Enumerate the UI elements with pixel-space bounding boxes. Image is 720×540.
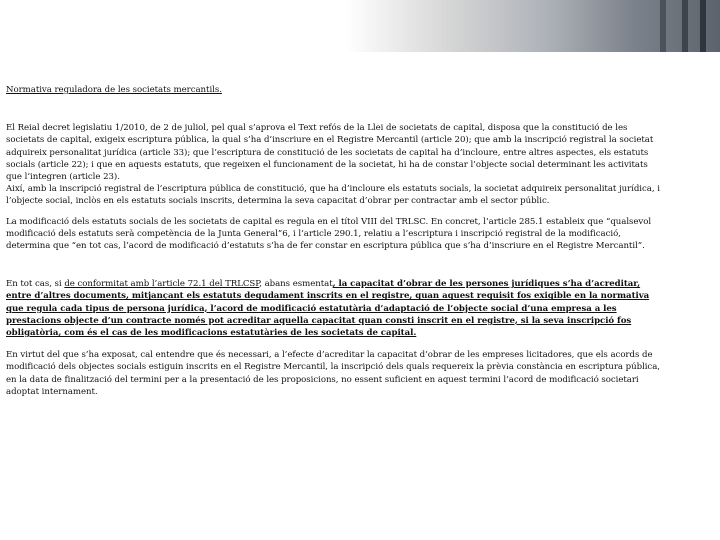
document-heading: Normativa reguladora de les societats mercantils. <box>6 85 222 95</box>
document-body <box>6 84 666 398</box>
paragraph-4-emphasis: , la capacitat d’obrar de les persones jurídiques s’ha d’acreditar, entre d’altres documents, mitjançant els estatuts degudament inscrits en el registre, quan aquest requisit fos exigible en la normativa que regula cada tipus de persona jurídica, l’acord de modificació estatutària d’adaptació de l’objecte social d’una empresa a les prestacions objecte d’un contracte només pot acreditar aquella capacitat quan consti inscrit en el registre, si la seva inscripció fos obligatòria, com és el cas de les modificacions estatutàries de les societats de capital. <box>6 279 650 339</box>
decorative-stripe <box>682 0 688 52</box>
paragraph-5: En virtut del que s’ha exposat, cal entendre que és necessari, a l’efecte d’acreditar la capacitat d’obrar de les empreses licitadores, que els acords de modificació dels objectes socials estiguin inscrits en el Registre Mercantil, la inscripció dels quals requereix la prèvia constància en escriptura pública, en la data de finalització del termini per a la presentació de les proposicions, no essent suficient en aquest termini l’acord de modificació societari adoptat internament. <box>6 350 660 397</box>
paragraph-4-intro: En tot cas, si <box>6 279 65 290</box>
legal-reference: de conformitat amb l’article 72.1 del TRLCSP <box>64 279 260 290</box>
decorative-stripe <box>700 0 706 52</box>
paragraph-4-aside: , abans esmentat <box>259 279 333 290</box>
header-bar <box>0 0 720 52</box>
decorative-stripe <box>660 0 666 52</box>
paragraph-1: El Reial decret legislatiu 1/2010, de 2 de juliol, pel qual s’aprova el Text refós de la Llei de societats de capital, disposa que la constitució de les societats de capital, exigeix escriptura pública, la qual s’ha d’inscriure en el Registre Mercantil (article 20); que amb la inscripció registral la societat adquireix personalitat jurídica (article 33); que l’escriptura de constitució de les societats de capital ha d’incloure, entre altres aspectes, els estatuts socials (article 22); i que en aquests estatuts, que regeixen el funcionament de la societat, hi ha de constar l’objecte social determinant les activitats que l’integren (article 23). <box>6 123 654 183</box>
paragraph-3: La modificació dels estatuts socials de les societats de capital es regula en el títol VIII del TRLSC. En concret, l’article 285.1 estableix que “qualsevol modificació dels estatuts serà competència de la Junta General”6, i l’article 290.1, relatiu a l’escriptura i inscripció registral de la modificació, determina que “en tot cas, l’acord de modificació d’estatuts s’ha de fer constar en escriptura pública que s’ha d’inscriure en el Registre Mercantil”. <box>6 216 652 252</box>
paragraph-4 <box>6 278 666 339</box>
paragraph-2: Així, amb la inscripció registral de l’escriptura pública de constitució, que ha d’incloure els estatuts socials, la societat adquireix personalitat jurídica, i l’objecte social, inclòs en els estatuts socials inscrits, determina la seva capacitat d’obrar per contractar amb el sector públic. <box>6 184 660 207</box>
